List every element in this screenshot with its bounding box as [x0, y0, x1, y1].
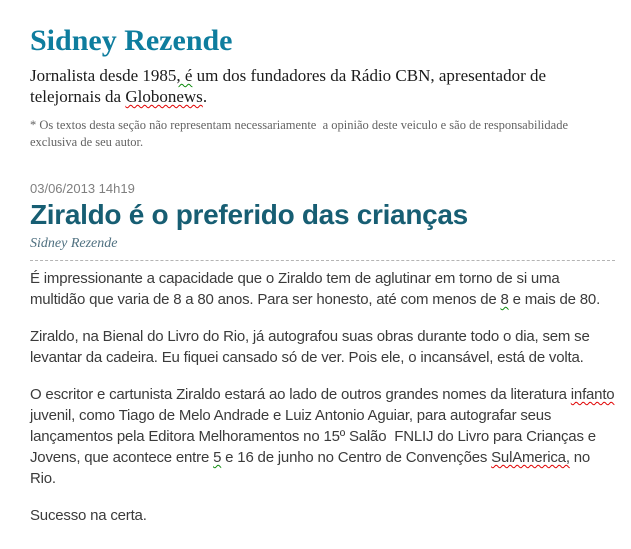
misspelled-word: infanto — [570, 386, 615, 403]
bio-misspelled-word: Globonews — [125, 87, 203, 106]
section-disclaimer: * Os textos desta seção não representam necessariamente a opinião deste veiculo e são de responsabilidade exclusiva de seu autor. — [30, 118, 572, 149]
paragraph-text-segment: Sucesso na certa. — [30, 507, 147, 524]
paragraph-text-segment: e mais de 80. — [508, 291, 601, 308]
article-paragraph — [30, 326, 615, 368]
article-paragraph — [30, 384, 619, 489]
article-author: Sidney Rezende — [30, 236, 118, 251]
article-paragraph — [30, 268, 615, 310]
paragraph-text-segment: O escritor e cartunista Ziraldo estará ao lado de outros grandes nomes da literatura — [30, 386, 571, 403]
article-date: 03/06/2013 14h19 — [30, 181, 135, 196]
columnist-bio — [30, 65, 608, 107]
paragraph-text-segment: e 16 de junho no Centro de Convenções — [221, 449, 492, 466]
article — [30, 181, 619, 526]
paragraph-text-segment: no Rio. — [30, 449, 595, 487]
article-title[interactable]: Ziraldo é o preferido das crianças — [30, 199, 468, 230]
misspelled-word: SulAmerica, — [491, 449, 570, 466]
grammar-flagged-word: 5 — [213, 449, 222, 466]
article-paragraph — [30, 505, 615, 526]
paragraph-text-segment: É impressionante a capacidade que o Ziraldo tem de aglutinar em torno de si uma multidão que varia de 8 a 80 anos. Para ser honesto, até com menos de — [30, 270, 564, 308]
bio-text-segment: Jornalista desde 1985 — [30, 66, 177, 85]
columnist-header — [30, 26, 615, 151]
paragraph-text-segment: Ziraldo, na Bienal do Livro do Rio, já autografou suas obras durante todo o dia, sem se levantar da cadeira. Eu fiquei cansado só de ver. Pois ele, o incansável, está de volta. — [30, 328, 594, 366]
bio-text-segment: . — [202, 87, 208, 106]
columnist-name[interactable]: Sidney Rezende — [30, 24, 233, 57]
paragraph-text-segment: juvenil, como Tiago de Melo Andrade e Luiz Antonio Aguiar, para autografar seus lançamentos pela Editora Melhoramentos no 15º Salão FNLIJ do Livro para Crianças e Jovens, que acontece entre — [30, 386, 619, 466]
bio-grammar-flagged-word: , é — [176, 66, 193, 85]
grammar-flagged-word: 8 — [500, 291, 509, 308]
dashed-divider — [30, 260, 615, 261]
bio-text-segment: um dos fundadores da Rádio CBN, apresentador de telejornais da — [30, 66, 551, 106]
